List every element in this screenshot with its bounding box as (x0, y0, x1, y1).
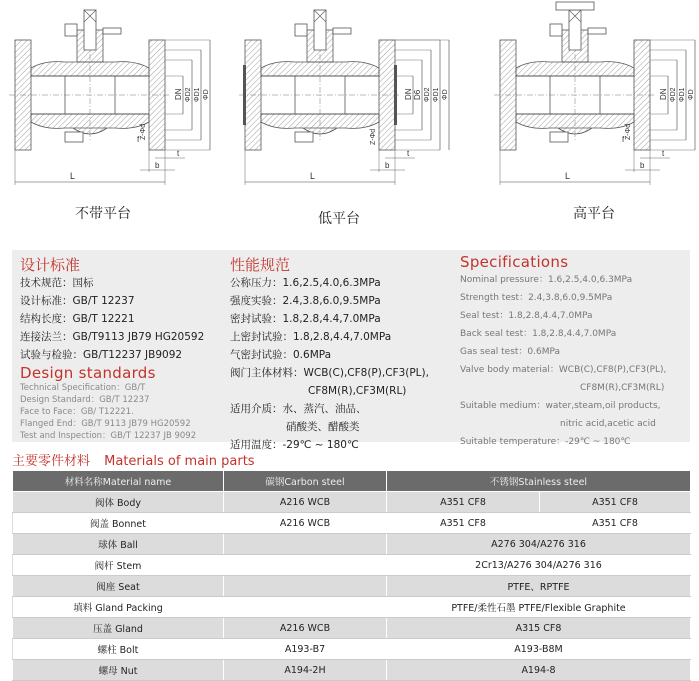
stainless-value: A351 CF8 (387, 513, 540, 534)
stainless-value: A351 CF8 (387, 492, 540, 513)
spec-line: Strength test：2.4,3.8,6.0,9.5MPa (460, 293, 613, 303)
perf-line: CF8M(R),CF3M(RL) (308, 385, 407, 397)
spec-line: Suitable medium：water,steam,oil products, (460, 401, 661, 411)
dim-t: t (662, 149, 665, 158)
diagram-low-platform (235, 0, 460, 204)
dim-l: L (310, 171, 316, 181)
dim-d2: ΦD2 (424, 87, 431, 102)
caption-low-platform: 低平台 (318, 211, 360, 227)
stainless-value: A276 304/A276 316 (387, 534, 691, 555)
specifications-column (460, 253, 666, 451)
design-standards-column (20, 256, 204, 442)
design-en-line: Technical Specification：GB/T (20, 383, 146, 393)
specifications-panel (12, 250, 690, 451)
dim-z: Z-Φd (370, 128, 377, 145)
design-line: 试验与检验：GB/T12237 JB9092 (20, 349, 183, 361)
dim-z: Z-Φd (140, 123, 147, 140)
design-standards-en-title: Design standards (20, 364, 156, 382)
table-row (13, 492, 691, 513)
carbon-value: A216 WCB (224, 618, 387, 639)
part-name: 阀杆 Stem (13, 555, 224, 576)
carbon-value: A194-2H (224, 660, 387, 681)
perf-line: 适用温度：-29℃ ~ 180℃ (230, 439, 359, 451)
dim-l: L (70, 171, 76, 181)
spec-line: Nominal pressure：1.6,2.5,4.0,6.3MPa (460, 275, 633, 285)
dim-d: ΦD (203, 89, 210, 100)
header-stainless-steel: 不锈钢Stainless steel (387, 471, 691, 492)
design-standards-cn-title: 设计标准 (20, 256, 81, 274)
carbon-value (224, 597, 387, 618)
table-row (13, 660, 691, 681)
dim-b: b (385, 161, 390, 170)
spec-line: Gas seal test：0.6MPa (460, 347, 561, 357)
design-line: 连接法兰：GB/T9113 JB79 HG20592 (20, 331, 205, 343)
valve-drawing-no-platform (5, 0, 225, 195)
design-en-line: Flanged End：GB/T 9113 JB79 HG20592 (20, 419, 191, 429)
materials-table (12, 470, 691, 681)
dim-dn: DN (659, 88, 668, 100)
dim-f: f (137, 135, 140, 144)
part-name: 填料 Gland Packing (13, 597, 224, 618)
part-name: 压盖 Gland (13, 618, 224, 639)
design-line: 设计标准：GB/T 12237 (20, 295, 135, 307)
carbon-value (224, 576, 387, 597)
materials-title (12, 450, 265, 469)
materials-title-en: Materials of main parts (104, 454, 255, 469)
header-material-name: 材料名称Material name (13, 471, 224, 492)
stainless-value: A193-B8M (387, 639, 691, 660)
perf-line: 适用介质：水、蒸汽、油品、 (230, 403, 367, 415)
table-row (13, 534, 691, 555)
performance-column (230, 256, 429, 454)
perf-line: 密封试验：1.8,2.8,4.4,7.0MPa (230, 313, 381, 325)
dim-z: Z-Φd (625, 123, 632, 140)
table-row (13, 618, 691, 639)
stainless-value: PTFE、RPTFE (387, 576, 691, 597)
spec-line: Back seal test：1.8,2.8,4.4,7.0MPa (460, 329, 617, 339)
stainless-value: A315 CF8 (387, 618, 691, 639)
carbon-value: A193-B7 (224, 639, 387, 660)
dim-b: b (155, 161, 160, 170)
dim-t: t (177, 149, 180, 158)
valve-drawing-low-platform (235, 0, 460, 200)
valve-drawing-high-platform (490, 0, 699, 195)
specifications-en-title: Specifications (460, 253, 569, 271)
part-name: 阀座 Seat (13, 576, 224, 597)
perf-line: 阀门主体材料：WCB(C),CF8(P),CF3(PL), (230, 367, 429, 379)
perf-line: 硝酸类、醋酸类 (286, 421, 360, 433)
table-header-row (13, 471, 691, 492)
table-row (13, 597, 691, 618)
diagram-no-platform (5, 0, 225, 199)
stainless-value: 2Cr13/A276 304/A276 316 (387, 555, 691, 576)
perf-line: 气密封试验：0.6MPa (230, 349, 332, 361)
table-row (13, 555, 691, 576)
caption-high-platform: 高平台 (573, 206, 615, 222)
dim-d1: ΦD1 (679, 87, 686, 102)
stainless-value: A351 CF8 (540, 492, 691, 513)
carbon-value (224, 555, 387, 576)
dim-b: b (640, 161, 645, 170)
stainless-value: PTFE/柔性石墨 PTFE/Flexible Graphite (387, 597, 691, 618)
dim-d: ΦD (442, 89, 449, 100)
dim-d2: ΦD2 (185, 87, 192, 102)
caption-no-platform: 不带平台 (75, 206, 131, 222)
materials-title-cn: 主要零件材料 (12, 454, 91, 469)
dim-dn: DN (174, 88, 183, 100)
design-en-line: Test and Inspection：GB/T 12237 JB 9092 (20, 431, 197, 441)
dim-d: ΦD (688, 89, 695, 100)
part-name: 阀盖 Bonnet (13, 513, 224, 534)
design-en-line: Face to Face：GB/ T12221. (20, 407, 134, 417)
spec-line: CF8M(R),CF3M(RL) (580, 383, 665, 393)
dim-t: t (407, 149, 410, 158)
design-line: 结构长度：GB/T 12221 (20, 313, 135, 325)
carbon-value (224, 534, 387, 555)
perf-line: 上密封试验：1.8,2.8,4.4,7.0MPa (230, 331, 392, 343)
stainless-value: A351 CF8 (540, 513, 691, 534)
carbon-value: A216 WCB (224, 513, 387, 534)
part-name: 螺母 Nut (13, 660, 224, 681)
spec-line: nitric acid,acetic acid (560, 419, 656, 429)
part-name: 球体 Ball (13, 534, 224, 555)
part-name: 螺柱 Bolt (13, 639, 224, 660)
header-carbon-steel: 碳钢Carbon steel (224, 471, 387, 492)
design-line: 技术规范：国标 (20, 277, 94, 289)
spec-line: Suitable temperature：-29℃ ~ 180℃ (460, 437, 631, 447)
carbon-value: A216 WCB (224, 492, 387, 513)
table-row (13, 576, 691, 597)
spec-line: Seal test：1.8,2.8,4.4,7.0MPa (460, 311, 593, 321)
dim-d1: ΦD1 (194, 87, 201, 102)
dim-f: f (622, 135, 625, 144)
dim-d6: D6 (413, 89, 422, 100)
dim-dn: DN (404, 88, 413, 100)
table-row (13, 639, 691, 660)
part-name: 阀体 Body (13, 492, 224, 513)
design-en-line: Design Standard：GB/T 12237 (20, 395, 150, 405)
stainless-value: A194-8 (387, 660, 691, 681)
dim-l: L (565, 171, 571, 181)
performance-cn-title: 性能规范 (230, 256, 291, 274)
dim-d2: ΦD2 (670, 87, 677, 102)
diagram-high-platform (490, 0, 699, 199)
perf-line: 公称压力：1.6,2.5,4.0,6.3MPa (230, 277, 381, 289)
table-row (13, 513, 691, 534)
dim-d1: ΦD1 (433, 87, 440, 102)
perf-line: 强度实验：2.4,3.8,6.0,9.5MPa (230, 295, 381, 307)
spec-line: Valve body material：WCB(C),CF8(P),CF3(PL), (460, 365, 667, 375)
